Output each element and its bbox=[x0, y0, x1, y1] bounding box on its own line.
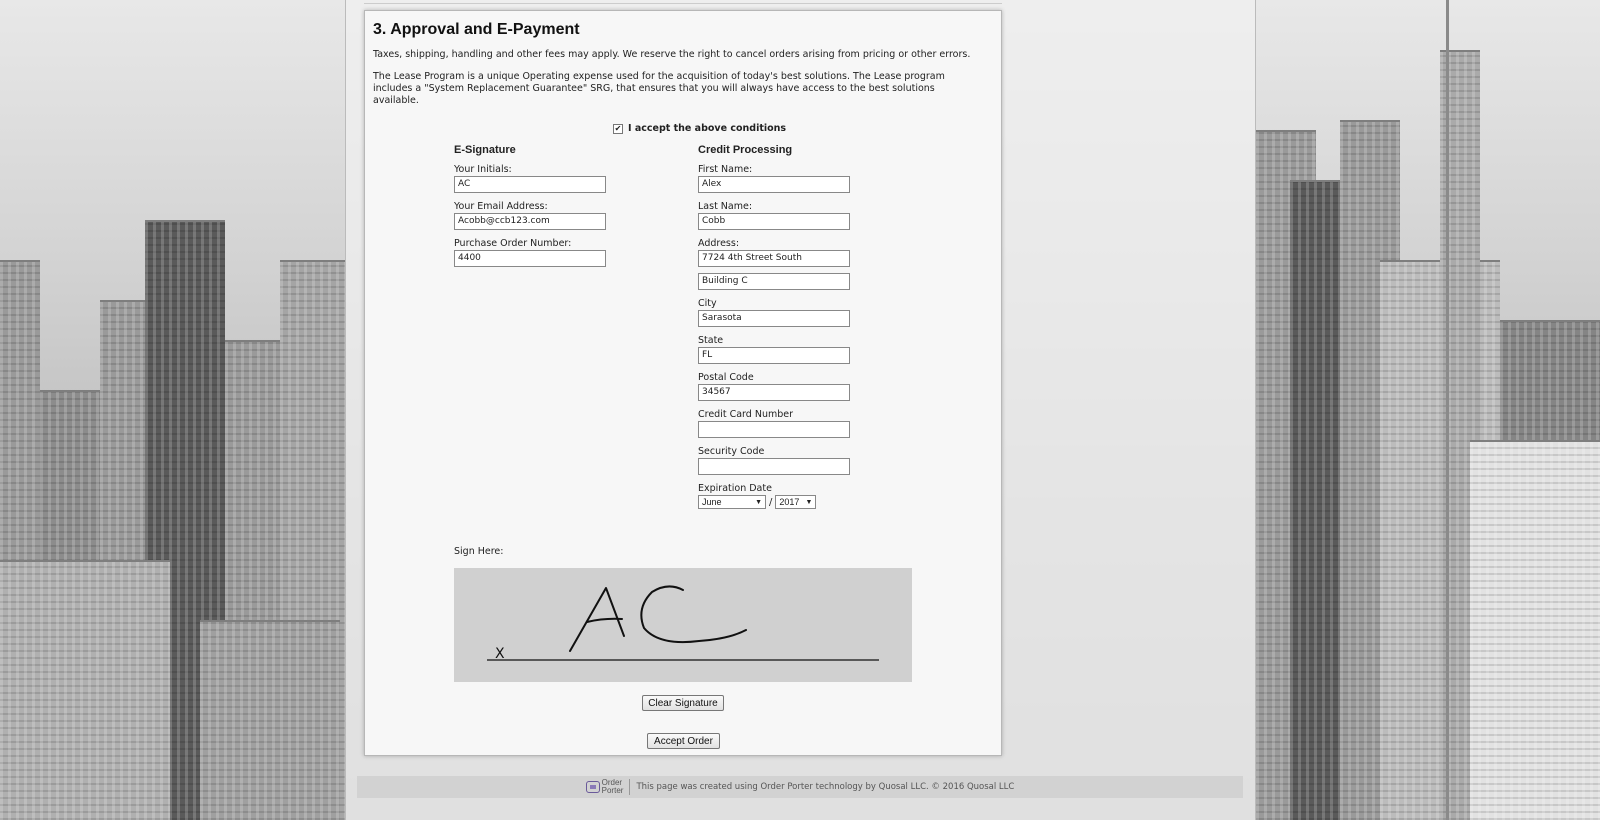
card-number-label: Credit Card Number bbox=[698, 409, 793, 420]
esignature-column bbox=[454, 144, 634, 275]
order-porter-logo-text bbox=[602, 779, 624, 795]
po-number-field[interactable]: 4400 bbox=[454, 250, 606, 267]
approval-payment-panel bbox=[364, 10, 1002, 756]
credit-processing-heading: Credit Processing bbox=[698, 144, 793, 156]
fees-notice: Taxes, shipping, handling and other fees may apply. We reserve the right to cancel orders arising from pricing or other errors. bbox=[373, 49, 971, 60]
dropdown-arrow-icon: ▼ bbox=[805, 498, 813, 506]
signature-x-mark: X bbox=[495, 646, 505, 662]
signature-stroke-a-bar bbox=[587, 619, 622, 622]
accept-order-button[interactable]: Accept Order bbox=[647, 733, 720, 749]
accept-conditions-row[interactable] bbox=[613, 123, 786, 134]
expiration-label: Expiration Date bbox=[698, 483, 772, 494]
address-line2-field[interactable]: Building C bbox=[698, 273, 850, 290]
po-number-label: Purchase Order Number: bbox=[454, 238, 572, 249]
signature-pad[interactable] bbox=[454, 568, 912, 682]
postal-code-field[interactable]: 34567 bbox=[698, 384, 850, 401]
expiration-date bbox=[698, 495, 878, 509]
sign-here-label: Sign Here: bbox=[454, 546, 504, 557]
exp-year-select[interactable] bbox=[775, 495, 816, 509]
logo-line1: Order bbox=[601, 778, 623, 787]
postal-code-label: Postal Code bbox=[698, 372, 754, 383]
page-footer bbox=[357, 776, 1243, 798]
clear-signature-button[interactable]: Clear Signature bbox=[642, 695, 724, 711]
last-name-label: Last Name: bbox=[698, 201, 753, 212]
exp-separator: / bbox=[769, 496, 773, 508]
dropdown-arrow-icon: ▼ bbox=[755, 498, 762, 506]
footer-credit-text: This page was created using Order Porter technology by Quosal LLC. © 2016 Quosal LLC bbox=[636, 782, 1015, 792]
accept-conditions-label: I accept the above conditions bbox=[628, 123, 787, 134]
esignature-heading: E-Signature bbox=[454, 144, 516, 156]
address-label: Address: bbox=[698, 238, 740, 249]
lease-notice: The Lease Program is a unique Operating expense used for the acquisition of today's best solutions. The Lease program includes a "System Replacement Guarantee" SRG, that ensures that you will always have access to the best solutions available. bbox=[373, 71, 945, 106]
order-porter-logo-icon bbox=[586, 781, 600, 793]
exp-month-value: June bbox=[702, 497, 722, 507]
previous-section-edge bbox=[364, 0, 1002, 4]
exp-year-value: 2017 bbox=[779, 497, 800, 507]
state-field[interactable]: FL bbox=[698, 347, 850, 364]
email-label: Your Email Address: bbox=[454, 201, 548, 212]
first-name-field[interactable]: Alex bbox=[698, 176, 850, 193]
security-code-field[interactable] bbox=[698, 458, 850, 475]
email-field[interactable]: Acobb@ccb123.com bbox=[454, 213, 606, 230]
accept-conditions-checkbox[interactable]: ✔ bbox=[614, 123, 622, 133]
city-label: City bbox=[698, 298, 717, 309]
exp-month-select[interactable] bbox=[698, 495, 766, 509]
first-name-label: First Name: bbox=[698, 164, 753, 175]
signature-stroke-c bbox=[641, 586, 746, 642]
initials-field[interactable]: AC bbox=[454, 176, 606, 193]
state-label: State bbox=[698, 335, 724, 346]
logo-line2: Porter bbox=[601, 786, 624, 795]
security-code-label: Security Code bbox=[698, 446, 765, 457]
order-porter-logo bbox=[586, 779, 631, 795]
last-name-field[interactable]: Cobb bbox=[698, 213, 850, 230]
section-title: 3. Approval and E-Payment bbox=[373, 21, 580, 38]
credit-processing-column bbox=[698, 144, 878, 509]
signature-drawing bbox=[454, 568, 912, 682]
card-number-field[interactable] bbox=[698, 421, 850, 438]
initials-label: Your Initials: bbox=[454, 164, 512, 175]
city-field[interactable]: Sarasota bbox=[698, 310, 850, 327]
address-line1-field[interactable]: 7724 4th Street South bbox=[698, 250, 850, 267]
